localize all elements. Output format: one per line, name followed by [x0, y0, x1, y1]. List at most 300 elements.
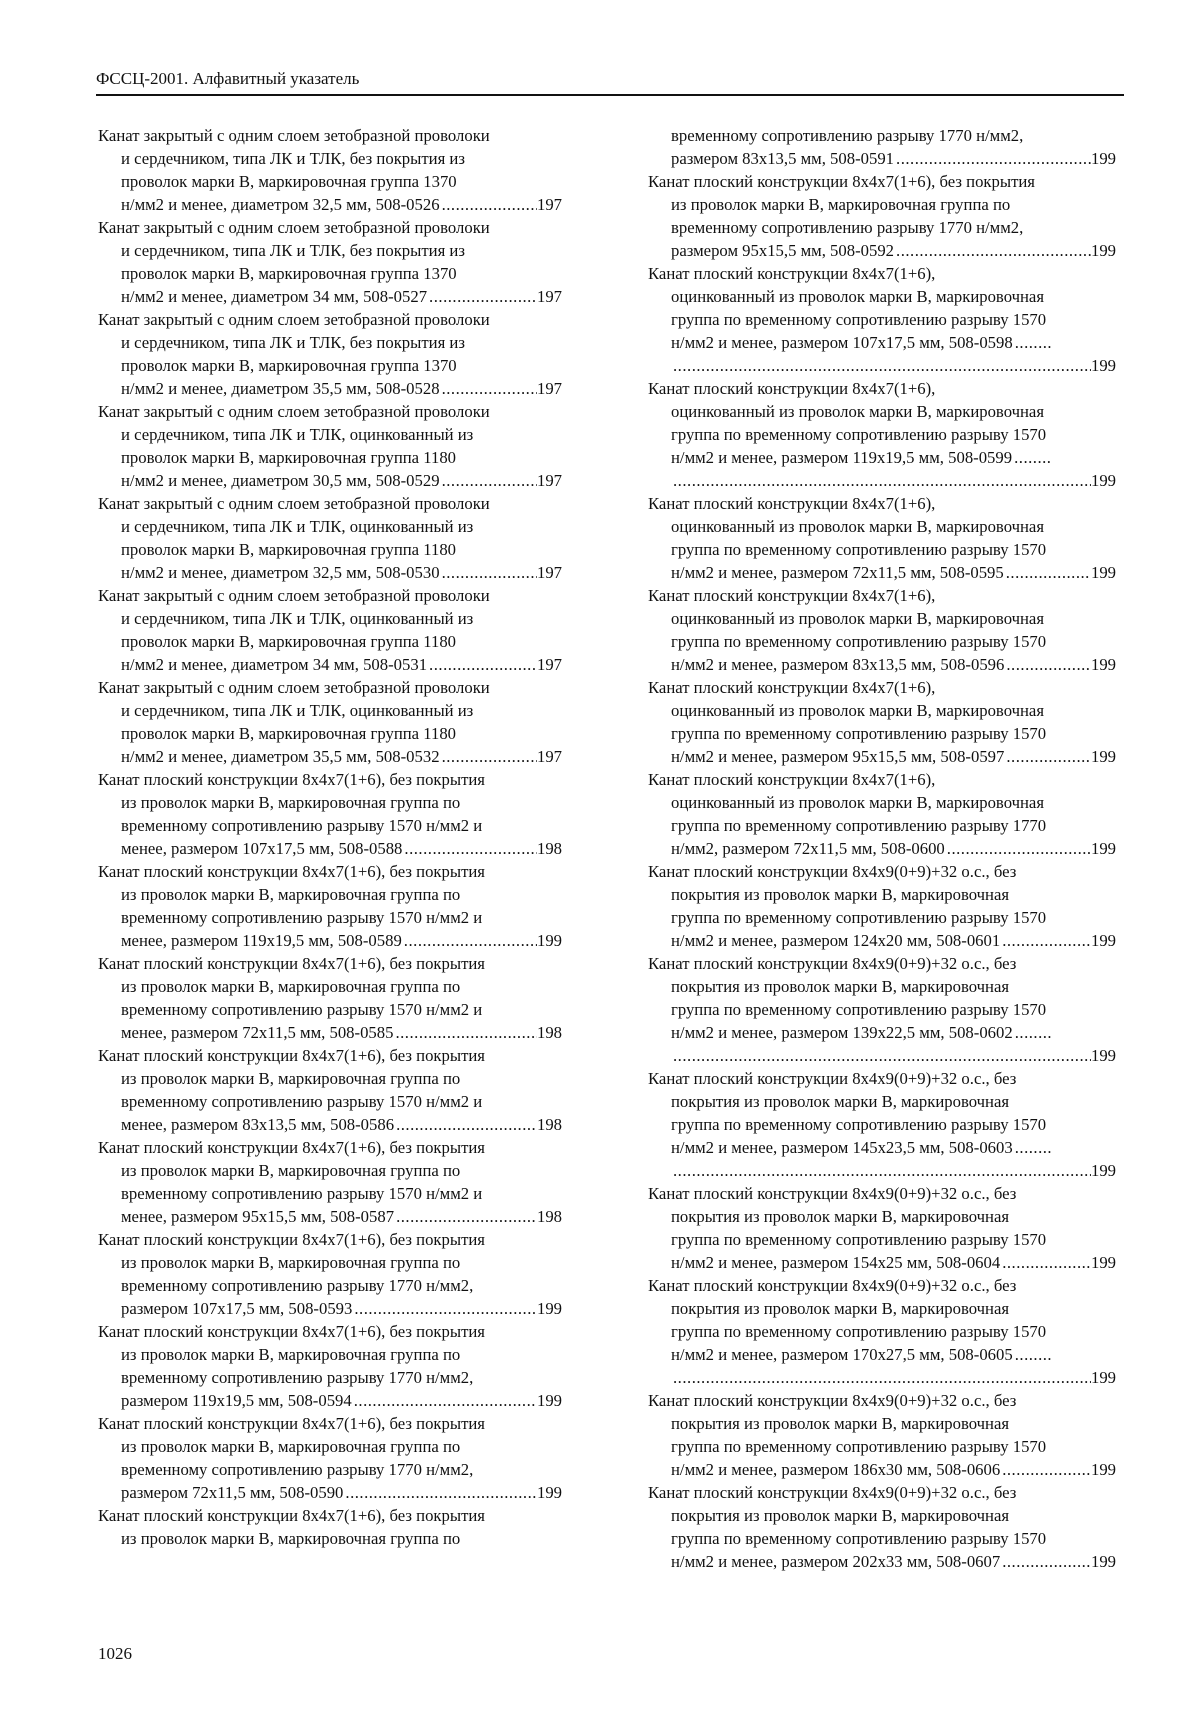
entry-line [98, 745, 562, 768]
entry-text: оцинкованный из проволок марки В, маркировочная [671, 402, 1045, 421]
entry-page-ref: 199 [1090, 931, 1116, 950]
entry-line [648, 699, 1116, 722]
entry-line [648, 1412, 1116, 1435]
entry-text: группа по временному сопротивлению разрыву 1570 [671, 1000, 1047, 1019]
dot-leader [440, 377, 537, 400]
entry-text: Канат плоский конструкции 8x4x7(1+6), без покрытия [98, 1506, 485, 1525]
entry-text: группа по временному сопротивлению разрыву 1570 [671, 1322, 1047, 1341]
index-entry [98, 952, 562, 1044]
dot-leader [1000, 1251, 1091, 1274]
entry-line [648, 561, 1116, 584]
entry-text: н/мм2 и менее, размером 145x23,5 мм, 508-0603 [671, 1138, 1013, 1157]
dot-leader [402, 837, 537, 860]
entry-line [98, 1366, 562, 1389]
entry-line [98, 998, 562, 1021]
entry-text: временному сопротивлению разрыву 1770 н/мм2, [671, 218, 1024, 237]
entry-page-ref: 199 [1090, 149, 1116, 168]
entry-line [98, 952, 562, 975]
entry-line [648, 584, 1116, 607]
entry-text: Канат закрытый с одним слоем зетобразной проволоки [98, 310, 490, 329]
entry-text: из проволок марки В, маркировочная группа по [121, 1437, 461, 1456]
dot-leader [1004, 561, 1091, 584]
entry-text: н/мм2, размером 72x11,5 мм, 508-0600 [671, 839, 945, 858]
entry-line [648, 952, 1116, 975]
dot-leader [393, 1021, 537, 1044]
entry-line [98, 929, 562, 952]
entry-text: н/мм2 и менее, размером 186x30 мм, 508-0606 [671, 1460, 1001, 1479]
entry-page-ref: 199 [1090, 356, 1116, 375]
index-entry [98, 124, 562, 216]
entry-text: и сердечником, типа ЛК и ТЛК, без покрытия из [121, 149, 465, 168]
index-entry [98, 492, 562, 584]
entry-line [648, 791, 1116, 814]
dot-leader [1012, 446, 1052, 469]
entry-text: н/мм2 и менее, диаметром 32,5 мм, 508-0526 [121, 195, 440, 214]
entry-line [98, 975, 562, 998]
entry-text: Канат плоский конструкции 8x4x9(0+9)+32 о.с., без [648, 1391, 1017, 1410]
entry-line [648, 170, 1116, 193]
entry-text: Канат плоский конструкции 8x4x7(1+6), без покрытия [98, 1230, 485, 1249]
entry-line [98, 193, 562, 216]
entry-page-ref: 197 [536, 563, 562, 582]
entry-line [98, 1527, 562, 1550]
entry-line [98, 1251, 562, 1274]
entry-line [98, 170, 562, 193]
entry-line [648, 1113, 1116, 1136]
entry-text: менее, размером 83x13,5 мм, 508-0586 [121, 1115, 395, 1134]
entry-line [98, 446, 562, 469]
entry-text: оцинкованный из проволок марки В, маркировочная [671, 517, 1045, 536]
entry-line [98, 791, 562, 814]
entry-page-ref: 197 [536, 195, 562, 214]
index-column-right [648, 124, 1116, 1573]
entry-text: н/мм2 и менее, диаметром 34 мм, 508-0531 [121, 655, 428, 674]
entry-line [648, 722, 1116, 745]
entry-text: из проволок марки В, маркировочная группа по [121, 1069, 461, 1088]
entry-line [98, 1320, 562, 1343]
dot-leader [945, 837, 1091, 860]
entry-line [98, 377, 562, 400]
entry-line [98, 147, 562, 170]
dot-leader [1000, 1550, 1091, 1573]
entry-text: временному сопротивлению разрыву 1570 н/мм2 и [121, 1184, 483, 1203]
entry-line [648, 1481, 1116, 1504]
index-entry [98, 676, 562, 768]
entry-line [98, 1159, 562, 1182]
entry-text: н/мм2 и менее, размером 139x22,5 мм, 508-0602 [671, 1023, 1013, 1042]
entry-text: группа по временному сопротивлению разрыву 1570 [671, 310, 1047, 329]
entry-line [98, 492, 562, 515]
entry-line [98, 515, 562, 538]
entry-line [648, 400, 1116, 423]
entry-text: группа по временному сопротивлению разрыву 1570 [671, 1529, 1047, 1548]
entry-text: покрытия из проволок марки В, маркировочная [671, 1092, 1010, 1111]
entry-line [98, 722, 562, 745]
entry-text: Канат плоский конструкции 8x4x7(1+6), без покрытия [648, 172, 1035, 191]
entry-text: Канат плоский конструкции 8x4x9(0+9)+32 о.с., без [648, 1483, 1017, 1502]
entry-page-ref: 199 [1090, 1161, 1116, 1180]
entry-line [98, 630, 562, 653]
entry-text: покрытия из проволок марки В, маркировочная [671, 977, 1010, 996]
entry-text: группа по временному сопротивлению разрыву 1570 [671, 1437, 1047, 1456]
dot-leader [440, 561, 537, 584]
entry-text: из проволок марки В, маркировочная группа по [121, 793, 461, 812]
page-number: 1026 [98, 1644, 132, 1663]
entry-page-ref: 199 [536, 931, 562, 950]
dot-leader [1004, 745, 1091, 768]
entry-line [648, 906, 1116, 929]
entry-line [648, 538, 1116, 561]
entry-text: Канат плоский конструкции 8x4x7(1+6), без покрытия [98, 1414, 485, 1433]
dot-leader [1000, 1458, 1091, 1481]
entry-line [648, 768, 1116, 791]
entry-line [98, 561, 562, 584]
entry-line [98, 423, 562, 446]
entry-line [648, 837, 1116, 860]
entry-page-ref: 197 [536, 655, 562, 674]
dot-leader [1013, 1136, 1053, 1159]
entry-line [648, 814, 1116, 837]
entry-text: н/мм2 и менее, размером 83x13,5 мм, 508-0596 [671, 655, 1005, 674]
entry-text: из проволок марки В, маркировочная группа по [121, 1529, 461, 1548]
entry-text: оцинкованный из проволок марки В, маркировочная [671, 287, 1045, 306]
entry-text: временному сопротивлению разрыву 1770 н/мм2, [121, 1368, 474, 1387]
entry-text: оцинкованный из проволок марки В, маркировочная [671, 609, 1045, 628]
entry-text: Канат плоский конструкции 8x4x9(0+9)+32 о.с., без [648, 1069, 1017, 1088]
entry-text: проволок марки В, маркировочная группа 1180 [121, 540, 457, 559]
entry-text: покрытия из проволок марки В, маркировочная [671, 1414, 1010, 1433]
entry-text: размером 107x17,5 мм, 508-0593 [121, 1299, 353, 1318]
entry-line [98, 837, 562, 860]
entry-text: размером 95x15,5 мм, 508-0592 [671, 241, 895, 260]
index-entry [98, 860, 562, 952]
entry-text: н/мм2 и менее, размером 124x20 мм, 508-0601 [671, 931, 1001, 950]
entry-page-ref: 199 [1090, 747, 1116, 766]
entry-page-ref: 199 [536, 1483, 562, 1502]
entry-line [98, 1343, 562, 1366]
entry-line [648, 331, 1116, 354]
entry-text: Канат плоский конструкции 8x4x7(1+6), без покрытия [98, 1046, 485, 1065]
entry-line [648, 1343, 1116, 1366]
index-entry [98, 400, 562, 492]
entry-text: н/мм2 и менее, размером 95x15,5 мм, 508-0597 [671, 747, 1005, 766]
entry-line [98, 676, 562, 699]
dot-leader [352, 1389, 537, 1412]
entry-page-ref: 199 [1090, 839, 1116, 858]
entry-line [98, 1274, 562, 1297]
entry-line [648, 308, 1116, 331]
entry-line [98, 308, 562, 331]
entry-text: н/мм2 и менее, диаметром 35,5 мм, 508-0532 [121, 747, 440, 766]
entry-text: группа по временному сопротивлению разрыву 1570 [671, 632, 1047, 651]
entry-page-ref: 199 [1090, 655, 1116, 674]
entry-line [98, 1458, 562, 1481]
entry-text: временному сопротивлению разрыву 1770 н/мм2, [671, 126, 1024, 145]
entry-line [98, 1504, 562, 1527]
entry-line [648, 630, 1116, 653]
entry-text: Канат плоский конструкции 8x4x9(0+9)+32 о.с., без [648, 954, 1017, 973]
entry-text: покрытия из проволок марки В, маркировочная [671, 1506, 1010, 1525]
entry-page-ref: 199 [1090, 1368, 1116, 1387]
entry-line [98, 1113, 562, 1136]
entry-text: н/мм2 и менее, размером 119x19,5 мм, 508-0599 [671, 448, 1013, 467]
dot-leader [1013, 1343, 1053, 1366]
entry-text: Канат плоский конструкции 8x4x7(1+6), [648, 586, 936, 605]
entry-line [98, 400, 562, 423]
entry-line [98, 653, 562, 676]
dot-leader [671, 469, 1091, 492]
entry-line [98, 1228, 562, 1251]
entry-page-ref: 199 [1090, 241, 1116, 260]
entry-page-ref: 199 [1090, 563, 1116, 582]
entry-line [648, 607, 1116, 630]
entry-page-ref: 198 [536, 839, 562, 858]
dot-leader [440, 745, 537, 768]
entry-text: н/мм2 и менее, диаметром 35,5 мм, 508-0528 [121, 379, 440, 398]
index-entry [648, 262, 1116, 377]
dot-leader [671, 354, 1091, 377]
entry-text: н/мм2 и менее, размером 170x27,5 мм, 508-0605 [671, 1345, 1013, 1364]
entry-line [98, 1067, 562, 1090]
dot-leader [343, 1481, 537, 1504]
index-entry [98, 1412, 562, 1504]
entry-text: н/мм2 и менее, размером 202x33 мм, 508-0607 [671, 1552, 1001, 1571]
dot-leader [402, 929, 537, 952]
dot-leader [894, 239, 1091, 262]
entry-line [648, 446, 1116, 469]
entry-page-ref: 198 [536, 1207, 562, 1226]
entry-text: группа по временному сопротивлению разрыву 1570 [671, 724, 1047, 743]
entry-text: временному сопротивлению разрыву 1570 н/мм2 и [121, 908, 483, 927]
entry-line [648, 147, 1116, 170]
entry-text: из проволок марки В, маркировочная группа по [121, 1345, 461, 1364]
entry-text: Канат плоский конструкции 8x4x7(1+6), без покрытия [98, 770, 485, 789]
entry-text: Канат плоский конструкции 8x4x7(1+6), [648, 678, 936, 697]
entry-line [98, 1182, 562, 1205]
entry-page-ref: 198 [536, 1115, 562, 1134]
index-entry [98, 1320, 562, 1412]
entry-text: размером 72x11,5 мм, 508-0590 [121, 1483, 344, 1502]
entry-line [98, 216, 562, 239]
index-entry [648, 377, 1116, 492]
entry-text: менее, размером 95x15,5 мм, 508-0587 [121, 1207, 395, 1226]
entry-text: проволок марки В, маркировочная группа 1180 [121, 632, 457, 651]
index-entry [648, 1274, 1116, 1389]
entry-text: группа по временному сопротивлению разрыву 1570 [671, 1115, 1047, 1134]
entry-line [648, 1090, 1116, 1113]
entry-line [98, 906, 562, 929]
entry-line [648, 1366, 1116, 1389]
entry-text: Канат плоский конструкции 8x4x7(1+6), без покрытия [98, 1322, 485, 1341]
dot-leader [394, 1205, 537, 1228]
entry-line [98, 607, 562, 630]
entry-line [98, 331, 562, 354]
entry-text: из проволок марки В, маркировочная группа по [121, 1253, 461, 1272]
entry-line [648, 1067, 1116, 1090]
index-entry [648, 1481, 1116, 1573]
entry-line [648, 354, 1116, 377]
entry-line [648, 1021, 1116, 1044]
index-entry [98, 1228, 562, 1320]
dot-leader [1000, 929, 1091, 952]
entry-text: н/мм2 и менее, размером 72x11,5 мм, 508-0595 [671, 563, 1004, 582]
entry-text: оцинкованный из проволок марки В, маркировочная [671, 793, 1045, 812]
entry-line [648, 1044, 1116, 1067]
entry-text: оцинкованный из проволок марки В, маркировочная [671, 701, 1045, 720]
index-entry [648, 584, 1116, 676]
index-entry [98, 584, 562, 676]
entry-text: покрытия из проволок марки В, маркировочная [671, 1207, 1010, 1226]
entry-line [648, 1550, 1116, 1573]
entry-line [98, 262, 562, 285]
entry-line [648, 676, 1116, 699]
entry-text: Канат закрытый с одним слоем зетобразной проволоки [98, 218, 490, 237]
entry-page-ref: 198 [536, 1023, 562, 1042]
entry-line [648, 1458, 1116, 1481]
dot-leader [671, 1044, 1091, 1067]
entry-text: группа по временному сопротивлению разрыву 1570 [671, 425, 1047, 444]
entry-page-ref: 199 [1090, 1253, 1116, 1272]
entry-line [648, 492, 1116, 515]
dot-leader [671, 1366, 1091, 1389]
entry-text: Канат плоский конструкции 8x4x7(1+6), [648, 770, 936, 789]
entry-text: проволок марки В, маркировочная группа 1180 [121, 448, 457, 467]
entry-line [98, 1481, 562, 1504]
entry-line [648, 1159, 1116, 1182]
entry-text: из проволок марки В, маркировочная группа по [121, 977, 461, 996]
entry-text: и сердечником, типа ЛК и ТЛК, оцинкованный из [121, 701, 474, 720]
entry-page-ref: 199 [1090, 1046, 1116, 1065]
entry-line [648, 745, 1116, 768]
dot-leader [1013, 331, 1053, 354]
entry-page-ref: 199 [1090, 471, 1116, 490]
entry-text: проволок марки В, маркировочная группа 1180 [121, 724, 457, 743]
entry-line [648, 1182, 1116, 1205]
index-entry [648, 676, 1116, 768]
entry-line [648, 1205, 1116, 1228]
index-entry [648, 492, 1116, 584]
entry-line [98, 1136, 562, 1159]
entry-text: менее, размером 72x11,5 мм, 508-0585 [121, 1023, 394, 1042]
entry-line [648, 1389, 1116, 1412]
entry-text: Канат закрытый с одним слоем зетобразной проволоки [98, 402, 490, 421]
entry-line [98, 1297, 562, 1320]
entry-line [648, 285, 1116, 308]
dot-leader [427, 285, 537, 308]
entry-text: Канат плоский конструкции 8x4x7(1+6), без покрытия [98, 954, 485, 973]
dot-leader [394, 1113, 537, 1136]
index-entry [98, 216, 562, 308]
entry-text: менее, размером 119x19,5 мм, 508-0589 [121, 931, 402, 950]
entry-text: из проволок марки В, маркировочная группа по [671, 195, 1011, 214]
entry-text: и сердечником, типа ЛК и ТЛК, оцинкованный из [121, 609, 474, 628]
index-entry [98, 1504, 562, 1550]
entry-text: из проволок марки В, маркировочная группа по [121, 1161, 461, 1180]
entry-line [98, 699, 562, 722]
entry-line [648, 377, 1116, 400]
entry-text: группа по временному сопротивлению разрыву 1570 [671, 540, 1047, 559]
entry-text: из проволок марки В, маркировочная группа по [121, 885, 461, 904]
entry-line [98, 883, 562, 906]
dot-leader [352, 1297, 537, 1320]
entry-line [648, 1320, 1116, 1343]
entry-text: н/мм2 и менее, размером 154x25 мм, 508-0604 [671, 1253, 1001, 1272]
entry-line [98, 1205, 562, 1228]
entry-line [648, 1228, 1116, 1251]
dot-leader [1004, 653, 1091, 676]
entry-line [648, 1274, 1116, 1297]
entry-line [648, 193, 1116, 216]
index-entry [648, 1067, 1116, 1182]
entry-line [98, 1021, 562, 1044]
entry-page-ref: 197 [536, 747, 562, 766]
entry-text: Канат плоский конструкции 8x4x9(0+9)+32 о.с., без [648, 862, 1017, 881]
index-entry [98, 1044, 562, 1136]
entry-line [648, 124, 1116, 147]
dot-leader [440, 469, 537, 492]
entry-text: менее, размером 107x17,5 мм, 508-0588 [121, 839, 403, 858]
entry-line [98, 814, 562, 837]
index-entry [98, 308, 562, 400]
entry-text: н/мм2 и менее, диаметром 30,5 мм, 508-0529 [121, 471, 440, 490]
entry-text: и сердечником, типа ЛК и ТЛК, оцинкованный из [121, 425, 474, 444]
entry-text: и сердечником, типа ЛК и ТЛК, без покрытия из [121, 241, 465, 260]
entry-text: Канат закрытый с одним слоем зетобразной проволоки [98, 586, 490, 605]
entry-text: Канат плоский конструкции 8x4x7(1+6), без покрытия [98, 862, 485, 881]
entry-line [98, 469, 562, 492]
entry-text: и сердечником, типа ЛК и ТЛК, оцинкованный из [121, 517, 474, 536]
entry-text: Канат закрытый с одним слоем зетобразной проволоки [98, 126, 490, 145]
header-title: ФССЦ-2001. Алфавитный указатель [96, 69, 360, 88]
entry-page-ref: 197 [536, 471, 562, 490]
dot-leader [440, 193, 537, 216]
entry-line [648, 216, 1116, 239]
entry-line [648, 1297, 1116, 1320]
entry-line [648, 515, 1116, 538]
entry-text: Канат закрытый с одним слоем зетобразной проволоки [98, 678, 490, 697]
entry-text: н/мм2 и менее, диаметром 32,5 мм, 508-0530 [121, 563, 440, 582]
entry-text: размером 119x19,5 мм, 508-0594 [121, 1391, 352, 1410]
dot-leader [1013, 1021, 1053, 1044]
entry-page-ref: 197 [536, 379, 562, 398]
entry-line [648, 1504, 1116, 1527]
entry-text: н/мм2 и менее, размером 107x17,5 мм, 508-0598 [671, 333, 1013, 352]
entry-line [98, 538, 562, 561]
entry-line [98, 1412, 562, 1435]
entry-text: Канат плоский конструкции 8x4x9(0+9)+32 о.с., без [648, 1184, 1017, 1203]
entry-text: временному сопротивлению разрыву 1570 н/мм2 и [121, 1000, 483, 1019]
entry-text: покрытия из проволок марки В, маркировочная [671, 885, 1010, 904]
entry-line [648, 975, 1116, 998]
entry-line [648, 469, 1116, 492]
entry-line [98, 1044, 562, 1067]
entry-line [648, 239, 1116, 262]
entry-text: временному сопротивлению разрыву 1770 н/мм2, [121, 1460, 474, 1479]
entry-text: Канат плоский конструкции 8x4x7(1+6), [648, 264, 936, 283]
entry-text: группа по временному сопротивлению разрыву 1770 [671, 816, 1047, 835]
entry-line [98, 285, 562, 308]
entry-text: и сердечником, типа ЛК и ТЛК, без покрытия из [121, 333, 465, 352]
entry-text: группа по временному сопротивлению разрыву 1570 [671, 908, 1047, 927]
entry-line [648, 929, 1116, 952]
index-entry [648, 1389, 1116, 1481]
dot-leader [671, 1159, 1091, 1182]
entry-page-ref: 197 [536, 287, 562, 306]
entry-line [648, 1527, 1116, 1550]
entry-page-ref: 199 [536, 1299, 562, 1318]
entry-text: Канат плоский конструкции 8x4x7(1+6), [648, 494, 936, 513]
entry-text: размером 83x13,5 мм, 508-0591 [671, 149, 895, 168]
